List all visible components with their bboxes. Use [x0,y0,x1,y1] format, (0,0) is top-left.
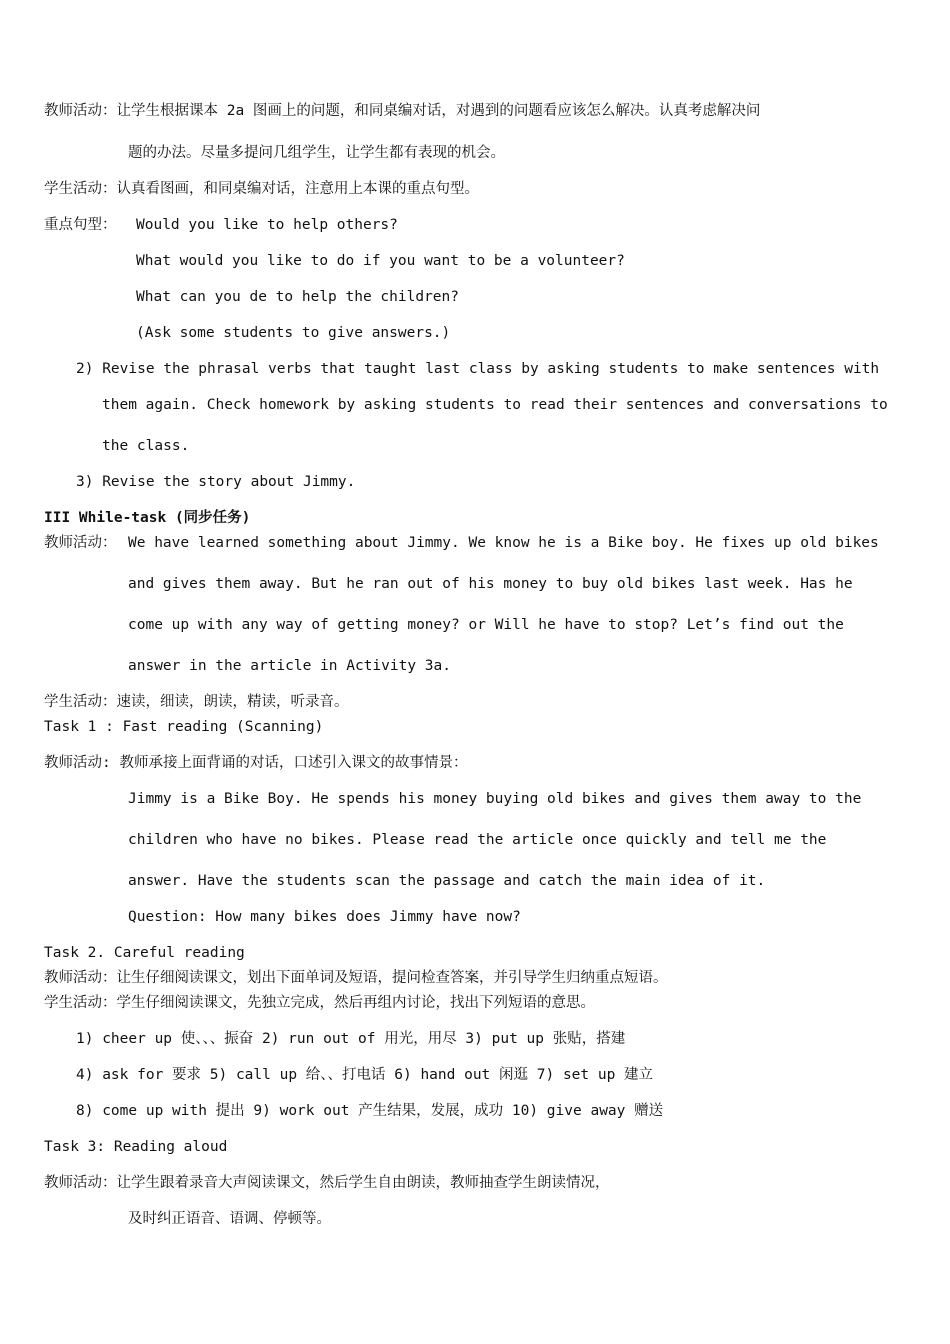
teacher-activity-line: 教师活动：让学生根据课本 2a 图画上的问题，和同桌编对话，对遇到的问题看应该怎么解决。认真考虑解决问 [44,103,761,119]
student-activity-line: 学生活动：速读，细读，朗读，精读，听录音。 [44,694,349,710]
task-heading: Task 1 : Fast reading (Scanning) [44,719,324,735]
text-line: them again. Check homework by asking students to read their sentences and conversations to [102,397,888,413]
text-line: Jimmy is a Bike Boy. He spends his money buying old bikes and gives them away to the [128,791,862,807]
text-line: We have learned something about Jimmy. We know he is a Bike boy. He fixes up old bikes [128,535,879,551]
text-line: children who have no bikes. Please read the article once quickly and tell me the [128,832,827,848]
teacher-activity-line: 教师活动: 教师承接上面背诵的对话，口述引入课文的故事情景： [44,755,468,771]
task-heading: Task 3: Reading aloud [44,1139,228,1155]
text-line: the class. [102,438,190,454]
text-line: and gives them away. But he ran out of his money to buy old bikes last week. Has he [128,576,853,592]
text-line: come up with any way of getting money? or Will he have to stop? Let’s find out the [128,617,844,633]
list-item: 3) Revise the story about Jimmy. [76,474,356,490]
list-item: 2) Revise the phrasal verbs that taught last class by asking students to make sentences with [76,361,880,377]
key-sentence: What can you de to help the children? [136,289,460,305]
phrase-list-line: 4) ask for 要求 5) call up 给、、打电话 6) hand out 闲逛 7) set up 建立 [76,1067,654,1083]
text-line: answer. Have the students scan the passage and catch the main idea of it. [128,873,766,889]
student-activity-line: 学生活动：学生仔细阅读课文，先独立完成，然后再组内讨论，找出下列短语的意思。 [44,995,595,1011]
key-sentence: What would you like to do if you want to be a volunteer? [136,253,625,269]
text-line: 题的办法。尽量多提问几组学生，让学生都有表现的机会。 [128,145,505,161]
teacher-activity-line: 教师活动：让生仔细阅读课文，划出下面单词及短语，提问检查答案，并引导学生归纳重点短语。 [44,970,668,986]
task-heading: Task 2. Careful reading [44,945,245,961]
key-sentences-label: 重点句型： [44,217,117,233]
teacher-activity-line: 教师活动：让学生跟着录音大声阅读课文，然后学生自由朗读，教师抽查学生朗读情况， [44,1175,610,1191]
key-sentence: Would you like to help others? [136,217,398,233]
key-sentence: (Ask some students to give answers.) [136,325,451,341]
phrase-list-line: 1) cheer up 使、、、振奋 2) run out of 用光，用尽 3) put up 张贴，搭建 [76,1031,626,1047]
student-activity-line: 学生活动：认真看图画，和同桌编对话，注意用上本课的重点句型。 [44,181,479,197]
teacher-activity-label: 教师活动： [44,535,117,551]
question-line: Question: How many bikes does Jimmy have now? [128,909,521,925]
section-heading: III While-task (同步任务) [44,510,251,526]
phrase-list-line: 8) come up with 提出 9) work out 产生结果，发展，成功 10) give away 赠送 [76,1103,664,1119]
text-line: 及时纠正语音、语调、停顿等。 [128,1211,331,1227]
text-line: answer in the article in Activity 3a. [128,658,452,674]
